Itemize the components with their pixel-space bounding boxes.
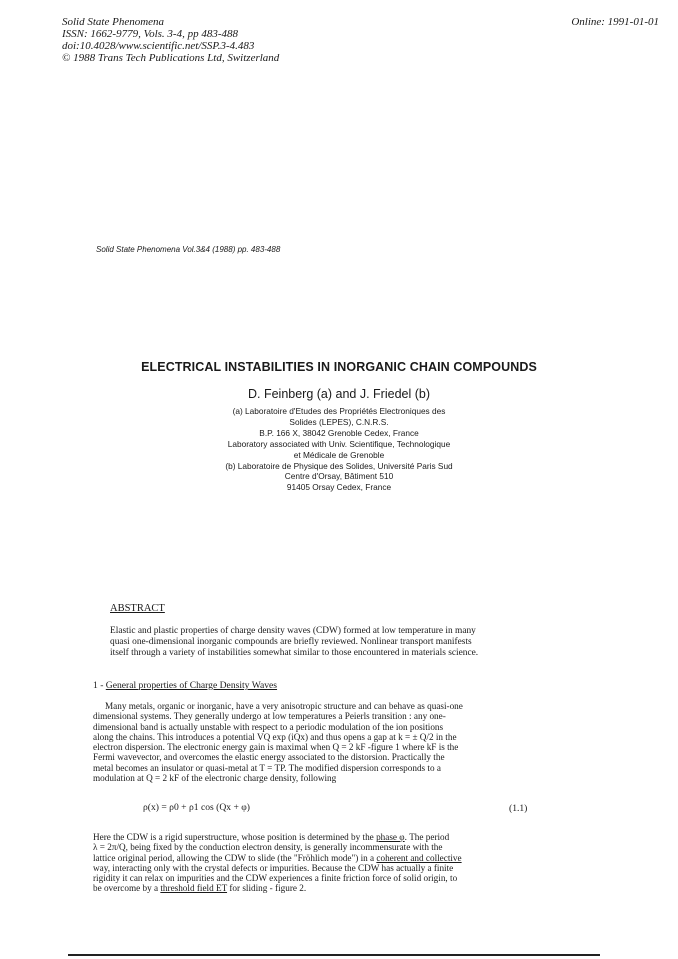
threshold-field-term: threshold field ET: [160, 883, 228, 894]
paragraph-line: way, interacting only with the crystal defects or impurities. Because the CDW has actually a finite: [93, 862, 454, 873]
abstract-body: [110, 626, 530, 659]
paragraph-line: dimensional band is actually unstable with respect to a periodic modulation of the ion positions: [93, 721, 444, 732]
paragraph-line: [93, 853, 533, 863]
paragraph-line: Fermi wavevector, and overcomes the elastic energy associated to the distorsion. Practically the: [93, 752, 445, 763]
abstract-line: quasi one-dimensional inorganic compounds are briefly reviewed. Nonlinear transport manifests: [110, 637, 472, 647]
affiliation-line: B.P. 166 X, 38042 Grenoble Cedex, France: [259, 427, 419, 438]
paragraph-line: metal becomes an insulator or quasi-metal at T = TP. The modified dispersion corresponds to a: [93, 762, 441, 773]
paragraph-line: modulation at Q = 2 kF of the electronic charge density, following: [93, 773, 337, 784]
doi-line: doi:10.4028/www.scientific.net/SSP.3-4.483: [62, 40, 255, 52]
paragraph-line: along the chains. This introduces a potential VQ exp (iQx) and thus opens a gap at k = ± Q/2 in the: [93, 731, 457, 742]
phase-term: phase φ: [376, 832, 405, 842]
paragraph-line: Many metals, organic or inorganic, have a very anisotropic structure and can behave as quasi-one: [105, 701, 463, 711]
paper-title: ELECTRICAL INSTABILITIES IN INORGANIC CHAIN COMPOUNDS: [141, 360, 537, 374]
journal-reference: Solid State Phenomena Vol.3&4 (1988) pp. 483-488: [96, 245, 281, 254]
text-span: . The period: [404, 832, 450, 842]
journal-name: Solid State Phenomena: [62, 16, 165, 28]
paragraph-line: [93, 832, 533, 842]
copyright-line: © 1988 Trans Tech Publications Ltd, Switzerland: [62, 52, 280, 64]
paragraph-line: [93, 883, 533, 893]
paragraph-line: rigidity it can relax on impurities and the CDW experiences a finite friction force of solid origin, to: [93, 873, 458, 884]
abstract-line: Elastic and plastic properties of charge density waves (CDW) formed at low temperature in many: [110, 626, 476, 636]
publication-metadata: [62, 16, 279, 64]
affiliation-line: Laboratory associated with Univ. Scientifique, Technologique: [227, 438, 451, 449]
text-span: for sliding - figure 2.: [227, 883, 307, 894]
footer-rule: [68, 954, 600, 956]
paragraph-line: λ = 2π/Q, being fixed by the conduction electron density, is generally incommensurate with the: [93, 842, 443, 853]
paragraph-2: [93, 832, 533, 894]
affiliation-line: Centre d'Orsay, Bâtiment 510: [284, 471, 394, 482]
text-span: Here the CDW is a rigid superstructure, whose position is determined by the: [93, 832, 377, 842]
paragraph-line: dimensional systems. They generally undergo at low temperatures a Peierls transition : any one-: [93, 711, 446, 722]
affiliation-line: Solides (LEPES), C.N.R.S.: [289, 416, 389, 427]
abstract-line: itself through a variety of instabilities somewhat similar to those encountered in materials science.: [110, 648, 479, 658]
equation-number: (1.1): [509, 803, 528, 814]
affiliation-line: (b) Laboratoire de Physique des Solides, Université Paris Sud: [225, 460, 453, 471]
section-number: 1 -: [93, 680, 106, 691]
section-title: General properties of Charge Density Waves: [105, 680, 278, 691]
affiliation-line: (a) Laboratoire d'Etudes des Propriétés Electroniques des: [232, 406, 446, 416]
issn-line: ISSN: 1662-9779, Vols. 3-4, pp 483-488: [62, 28, 238, 40]
paragraph-1: [93, 701, 533, 783]
coherent-collective-term: coherent and collective: [376, 852, 462, 863]
online-date: Online: 1991-01-01: [571, 16, 659, 28]
section-heading: [93, 680, 277, 691]
equation: ρ(x) = ρ0 + ρ1 cos (Qx + φ): [143, 802, 251, 813]
abstract-heading: ABSTRACT: [110, 603, 165, 614]
affiliation-line: et Médicale de Grenoble: [293, 449, 385, 460]
text-span: be overcome by a: [93, 883, 161, 894]
affiliations: [0, 406, 678, 493]
paragraph-line: electron dispersion. The electronic energy gain is maximal when Q = 2 kF -figure 1 where kF is the: [93, 742, 459, 753]
affiliation-line: 91405 Orsay Cedex, France: [286, 482, 392, 493]
paper-authors: D. Feinberg (a) and J. Friedel (b): [247, 387, 430, 401]
text-span: lattice original period, allowing the CDW to slide (the "Fröhlich mode") in a: [93, 852, 377, 863]
